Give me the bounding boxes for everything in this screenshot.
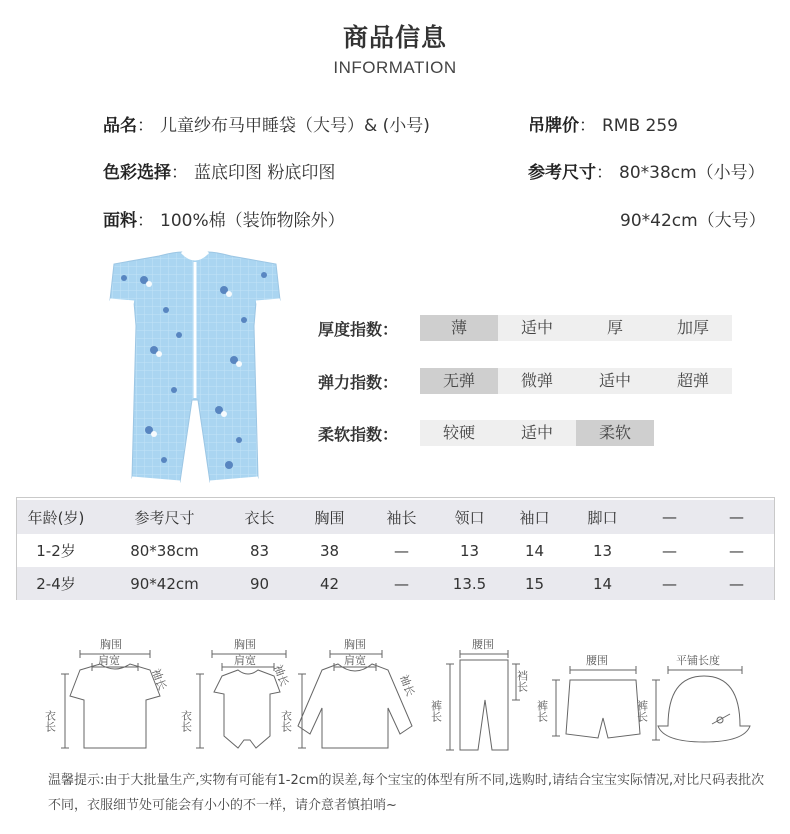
softness-option-soft: 柔软 bbox=[576, 420, 654, 446]
colon: ： bbox=[137, 116, 154, 136]
elasticity-options bbox=[420, 368, 732, 394]
price-label: 吊牌价 bbox=[528, 116, 579, 136]
label-shoulder-2: 肩宽 bbox=[234, 654, 256, 667]
table-cell: — bbox=[394, 541, 409, 560]
table-cell: 14 bbox=[524, 541, 545, 560]
thickness-option-thin: 薄 bbox=[420, 315, 498, 341]
elasticity-option-slight: 微弹 bbox=[520, 371, 553, 390]
table-row bbox=[17, 534, 774, 567]
thickness-option-extra-thick: 加厚 bbox=[676, 318, 709, 337]
product-name-line bbox=[103, 111, 430, 136]
label-flat-length: 平铺长度 bbox=[676, 654, 720, 667]
table-header-cell: 袖口 bbox=[519, 508, 550, 527]
elasticity-label: 弹力指数： bbox=[318, 372, 399, 392]
elasticity-option-none: 无弹 bbox=[420, 368, 498, 394]
table-cell: 13.5 bbox=[452, 574, 487, 593]
label-sleeve-1: 袖长 bbox=[149, 666, 169, 693]
thickness-label: 厚度指数： bbox=[318, 319, 399, 339]
table-cell: — bbox=[662, 541, 677, 560]
thickness-option-thick: 厚 bbox=[606, 318, 623, 337]
page-subtitle: INFORMATION bbox=[333, 58, 457, 77]
colon: ： bbox=[579, 116, 596, 136]
table-cell: 13 bbox=[592, 541, 613, 560]
size-label: 参考尺寸 bbox=[528, 163, 596, 183]
pants-diagram bbox=[446, 650, 520, 750]
label-chest-3: 胸围 bbox=[344, 638, 366, 651]
table-cell: 15 bbox=[524, 574, 545, 593]
fabric-line bbox=[103, 206, 345, 231]
softness-label: 柔软指数： bbox=[318, 424, 399, 444]
softness-options bbox=[420, 420, 654, 446]
table-cell: 38 bbox=[319, 541, 340, 560]
table-header-cell: — bbox=[662, 508, 677, 526]
page-title: 商品信息 bbox=[342, 23, 447, 52]
table-header-cell: 年龄(岁) bbox=[27, 508, 85, 527]
colon: ： bbox=[171, 163, 188, 183]
colon: ： bbox=[137, 211, 154, 231]
size-line bbox=[528, 158, 765, 183]
table-cell: — bbox=[394, 574, 409, 593]
elasticity-option-super: 超弹 bbox=[676, 371, 709, 390]
shorts-diagram bbox=[552, 666, 640, 738]
softness-index bbox=[318, 419, 654, 447]
label-sleeve-3: 袖长 bbox=[397, 672, 417, 699]
label-waist-2: 腰围 bbox=[586, 654, 608, 667]
table-cell: 14 bbox=[592, 574, 613, 593]
label-shoulder-1: 肩宽 bbox=[98, 654, 120, 667]
size-value-large: 90*42cm（大号） bbox=[620, 211, 766, 231]
label-shoulder-3: 肩宽 bbox=[344, 654, 366, 667]
table-header-cell: 衣长 bbox=[244, 508, 275, 527]
table-header-cell: 参考尺寸 bbox=[134, 508, 195, 527]
table-header-cell: 胸围 bbox=[314, 508, 345, 527]
table-cell: 90*42cm bbox=[130, 574, 199, 593]
price-value: RMB 259 bbox=[602, 116, 678, 136]
label-chest-1: 胸围 bbox=[100, 638, 122, 651]
color-line bbox=[103, 158, 335, 183]
product-name-label: 品名 bbox=[103, 116, 137, 136]
table-header-row bbox=[17, 500, 774, 534]
warm-tip: 温馨提示:由于大批量生产,实物有可能有1-2cm的误差,每个宝宝的体型有所不同,选购时,请结合宝宝实际情况,对比尺码表批次不同，衣服细节处可能会有小小的不一样，请介意者慎拍哨~ bbox=[48, 773, 765, 813]
thickness-index bbox=[318, 314, 732, 342]
table-row bbox=[17, 567, 774, 600]
table-header-cell: 脚口 bbox=[587, 508, 618, 527]
elasticity-option-medium: 适中 bbox=[598, 371, 631, 390]
label-length-2: 衣长 bbox=[179, 710, 193, 732]
table-cell: 13 bbox=[459, 541, 480, 560]
measurement-diagrams bbox=[40, 630, 770, 760]
table-cell: — bbox=[662, 574, 677, 593]
table-header-cell: — bbox=[729, 508, 744, 526]
fabric-label: 面料 bbox=[103, 211, 137, 231]
thickness-options bbox=[420, 315, 732, 341]
table-cell: 42 bbox=[319, 574, 340, 593]
thickness-option-medium: 适中 bbox=[520, 318, 553, 337]
table-cell: 2-4岁 bbox=[36, 575, 76, 593]
table-header-cell: 领口 bbox=[454, 508, 485, 527]
softness-option-hard: 较硬 bbox=[442, 423, 475, 442]
label-pants-length-3: 裤长 bbox=[635, 700, 649, 722]
label-chest-2: 胸围 bbox=[234, 638, 256, 651]
product-image bbox=[104, 250, 286, 486]
label-sleeve-2: 袖长 bbox=[271, 662, 291, 689]
label-length-3: 衣长 bbox=[279, 710, 293, 732]
label-pants-length-2: 裤长 bbox=[535, 700, 549, 722]
softness-option-medium: 适中 bbox=[520, 423, 553, 442]
table-cell: 83 bbox=[249, 541, 270, 560]
colon: ： bbox=[596, 163, 613, 183]
table-cell: 90 bbox=[249, 574, 270, 593]
fabric-value: 100%棉（装饰物除外） bbox=[160, 211, 345, 231]
table-header-cell: 袖长 bbox=[386, 508, 417, 527]
table-cell: 1-2岁 bbox=[36, 542, 76, 560]
product-name-value: 儿童纱布马甲睡袋（大号）& (小号) bbox=[160, 116, 430, 136]
table-cell: — bbox=[729, 574, 744, 593]
size-value-small: 80*38cm（小号） bbox=[619, 163, 765, 183]
table-cell: — bbox=[729, 541, 744, 560]
price-line bbox=[528, 111, 678, 136]
label-pants-length-1: 裤长 bbox=[429, 700, 443, 722]
label-waist-1: 腰围 bbox=[472, 638, 494, 651]
table-cell: 80*38cm bbox=[130, 541, 199, 560]
elasticity-index bbox=[318, 367, 732, 395]
label-crotch: 裆长 bbox=[515, 670, 529, 692]
label-length-1: 衣长 bbox=[43, 710, 57, 732]
color-label: 色彩选择 bbox=[103, 163, 171, 183]
color-value: 蓝底印图 粉底印图 bbox=[194, 163, 336, 183]
size-table bbox=[16, 497, 775, 600]
hat-diagram bbox=[652, 666, 750, 742]
